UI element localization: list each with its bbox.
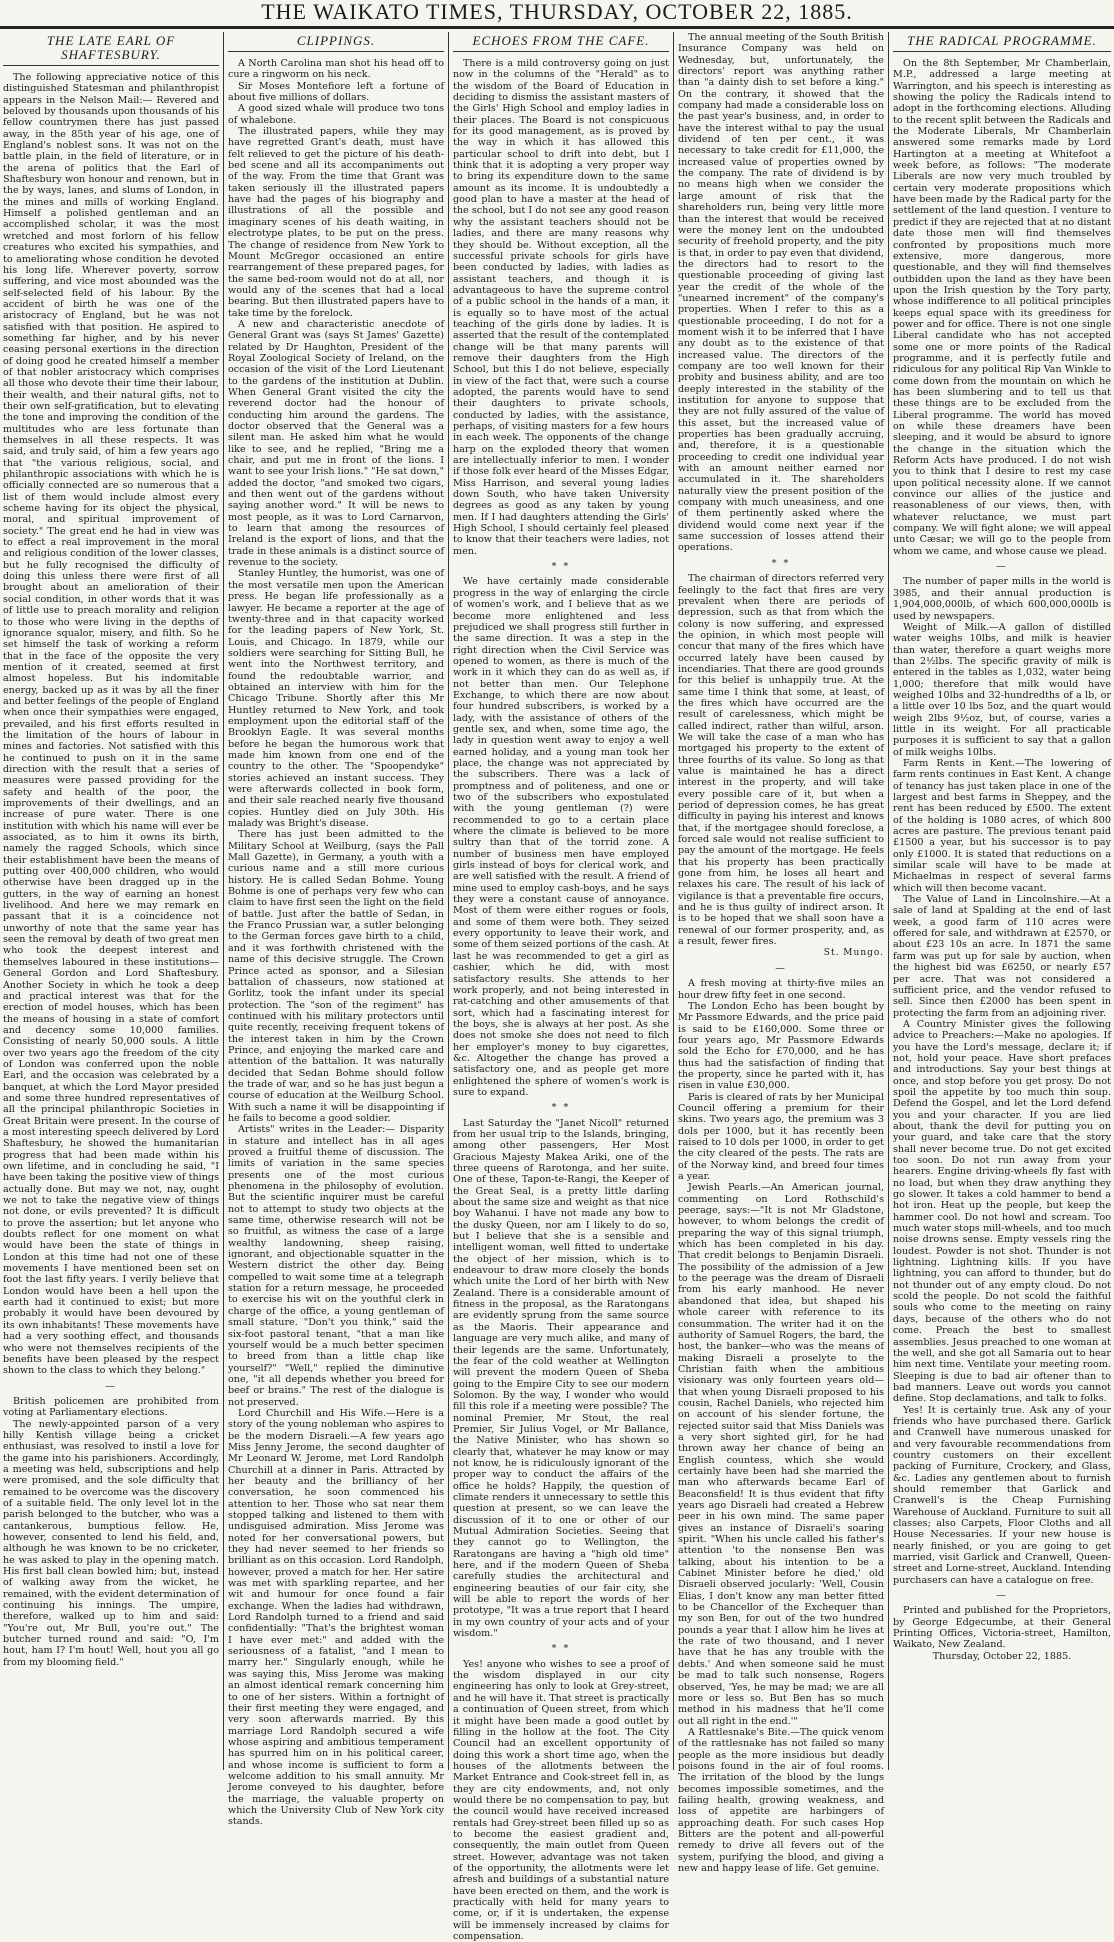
imprint: Printed and published for the Proprietors, by George Edgecumbe, at their General Printing Offices, Victoria-street, Hamilton, Waikato, New Zealand. — [893, 1605, 1111, 1651]
column-4 — [675, 32, 887, 1874]
column-divider — [673, 32, 674, 1770]
article-paragraph: The London Echo has been bought by Mr Passmore Edwards, and the price paid is said to be £160,000. Some three or four years ago, Mr Passmore Edwards sold the Echo for £70,000, and he has thus had the satisfaction of finding that the property, since he parted with it, has risen in value £30,000. — [678, 1000, 884, 1092]
separator: — — [996, 561, 1008, 573]
article-paragraph: We have certainly made considerable progress in the way of enlarging the circle of women's work, and I believe that as we become more enlightened and less prejudiced we shall progress still further in the same direction. It was a step in the right direction when the Civil Service was opened to women, as there is much of the work in it which they can do as well as, if not better than men. Our Telephone Exchange, to which there are now about four hundred subscribers, is worked by a lady, with the assistance of others of the gentle sex, and when, some time ago, the lady in question went away to enjoy a well earned holiday, and a young man took her place, the change was not appreciated by the subscribers. There was a lack of promptness and of politeness, and one or two of the subscribers who expostulated with the young gentleman (?) were recommended to go to a certain place where the climate is believed to be more sultry than that of the torrid zone. A number of business men have employed girls instead of boys for clerical work, and are well satisfied with the result. A friend of mine used to employ cash-boys, and he says they were a constant cause of annoyance. Most of them were either rogues or fools, and some of them were both. They seized every opportunity to leave their work, and some of them seized portions of the cash. At last he was recommended to get a girl as cashier, which he did, with most satisfactory results. She attends to her work properly, and not being interested in rat-catching and other amusements of that sort, which had a fascinating interest for the boys, she is always at her post. As she does not smoke she does not need to filch her employer's money to buy cigarettes, &c. Altogether the change has proved a satisfactory one, and as people get more enlightened the sphere of women's work is sure to expand. — [453, 576, 669, 1098]
article-paragraph: The number of paper mills in the world is 3985, and their annual production is 1,904,000,000lb, of which 600,000,000lb is used by newspapers. — [893, 576, 1111, 622]
article-paragraph: Stanley Huntley, the humorist, was one of the most versatile men upon the American press. He began life professionally as a lawyer. He became a reporter at the age of twenty-three and in that capacity worked for the leading papers of New York, St. Louis, and Chicago. In 1879, while our soldiers were searching for Sitting Bull, he went into the Northwest territory, and found the redoubtable warrior, and obtained an interview with him for the Chicago Tribune. Shortly after this Mr Huntley returned to New York, and took employment upon the editorial staff of the Brooklyn Eagle. It was several months before he began the humorous work that made him known from one end of the country to the other. The "Spoopendyke" stories achieved an instant success. They were afterwards collected in book form, and their sale reached nearly five thousand copies. Huntley died on July 30th. His malady was Bright's disease. — [228, 568, 444, 830]
separator: * * — [551, 561, 571, 573]
column-3 — [450, 32, 672, 1942]
column-divider — [448, 32, 449, 1770]
article-header-echoes: ECHOES FROM THE CAFE. — [453, 34, 669, 52]
article-paragraph: Last Saturday the "Janet Nicoll" returned from her usual trip to the Islands, bringing, among other passengers, Her Most Gracious Majesty Makea Ariki, one of the three queens of Rarotonga, and her suite. One of these, Tapon-te-Rangi, the Keeper of the Great Seal, is a pretty little darling about the same size and weight as that nice boy Wahanui. I have not made any bow to the dusky Queen, nor am I likely to do so, but I believe that she is a sensible and intelligent woman, well fitted to undertake the object of her mission, which is to endeavour to draw more closely the bonds which unite the Lord of her birth with New Zealand. There is a considerable amount of fitness in the proposal, as the Raratongans are evidently sprung from the same source as the Maoris. Their appearance and language are very much alike, and many of their legends are the same. Unfortunately, the fear of the cold weather at Wellington will prevent the modern Queen of Sheba going to the Empire City to see our modern Solomon. By the way, I wonder who would fill this role if a meeting were possible? The nominal Premier, Mr Stout, the real Premier, Sir Julius Vogel, or Mr Ballance, the Native Minister, who has shown so clearly that, whatever he may know or may not know, he is ridiculously ignorant of the proper way to conduct the affairs of the office he holds? Happily, the question of climate renders it unnecessary to settle this question at present, so we can leave the discussion of it to one or other of our Mutual Admiration Societies. Seeing that they cannot go to Wellington, the Raratongans are having a "high old time" here, and if the modern Queen of Sheba carefully studies the architectural and engineering beauties of our fair city, she will be able to report the words of her prototype, "It was a true report that I heard in my own country of your acts and of your wisdom." — [453, 1117, 669, 1640]
article-paragraph: On the 8th September, Mr Chamberlain, M.P., addressed a large meeting at Warrington, and his speech is interesting as showing the policy the Radicals intend to adopt in the forthcoming elections. Alluding to the recent split between the Radicals and the Moderate Liberals, Mr Chamberlain answered some remarks made by Lord Hartington at a meeting at Whitefoot a week before, as follows: "The moderate Liberals are now very much troubled by certain very moderate propositions which have been made by the Radical party for the settlement of the land question. I venture to predict if they are rejected that at no distant date those men will find themselves confronted by propositions much more extensive, more dangerous, more questionable, and they will find themselves outbidden upon the land as they have been upon the Irish question by the Tory party, whose indifference to all political principles keeps equal space with its greediness for power and for office. There is not one single Liberal candidate who has not accepted some one or more points of the Radical programme, and it is perfectly futile and ridiculous for any political Rip Van Winkle to come down from the mountain on which he has been slumbering and to tell us that these things are to be excluded from the Liberal programme. The world has moved on while these dreamers have been sleeping, and it would be absurd to ignore the change in the situation which the Reform Acts have produced. I do not wish you to think that I desire to rest my case upon political necessity alone. If we cannot convince our allies of the justice and reasonableness of our views, then, with whatever reluctance, we must part company. We will fight alone; we will appeal unto Cæsar; we will go to the people from whom we came, and whose cause we plead. — [893, 58, 1111, 557]
article-paragraph: Yes! anyone who wishes to see a proof of the wisdom displayed in our city engineering has only to look at Grey-street, and he will have it. That street is practically a continuation of Queen street, from which it might have been made a good outlet by filling in the hollow at the foot. The City Council had an excellent opportunity of doing this work a short time ago, when the houses of the allotments between the Market Entrance and Cook-street fell in, as they are city endowments, and, not only would there be no compensation to pay, but the council would have received increased rentals had Grey-street been filled up so as to become the easiest gradient and, consequently, the main outlet from Queen street. However, advantage was not taken of the opportunity, the allotments were let afresh and buildings of a substantial nature have been erected on them, and the work is practically with held for many years to come, or, if it is undertaken, the expense will be immensely increased by claims for compensation. — [453, 1658, 669, 1942]
article-paragraph: A Country Minister gives the following advice to Preachers:—Make no apologies. If you have the Lord's message, declare it; if not, hold your peace. Have short prefaces and introductions. Say your best things at once, and stop before you get prosy. Do not spoil the appetite by too much thin soup. Defend the Gospel, and let the Lord defend you and your character. If you are lied about, thank the devil for putting you on your guard, and take care that the story shall never become true. Do not get excited too soon. Do not run away from your hearers. Engine driving-wheels fly fast with no load, but when they draw anything they go slower. It takes a cold hammer to bend a hot iron. Heat up the people, but keep the hammer cool. Do not howl and scream. Too much water stops mill-wheels, and too much noise drowns sense. Empty vessels ring the loudest. Powder is not shot. Thunder is not lightning. Lightning kills. If you have lightning, you can afford to thunder, but do not thunder out of any empty cloud. Do not scold the people. Do not scold the faithful souls who come to the meeting on rainy days, because of the others who do not come. Preach the best to smallest assemblies. Jesus preached to one woman at the well, and she got all Samaria out to hear him next time. Ventilate your meeting room. Sleeping is due to bad air oftener than to bad manners. Leave out words you cannot define. Stop declamations, and talk to folks. — [893, 1018, 1111, 1405]
author-signature: St. Mungo. — [823, 947, 884, 958]
article-paragraph: A Rattlesnake's Bite.—The quick venom of the rattlesnake has not failed so many people as the more insidious but deadly poisons found in the air of foul rooms. The irritation of the blood by the lungs becomes impossible sometimes, and the failing health, growing weakness, and loss of appetite are harbingers of approaching death. For such cases Hop Bitters are the potent and all-powerful remedy to drive all fevers out of the system, purifying the blood, and giving a new and happy lease of life. Get genuine. — [678, 1726, 884, 1874]
imprint-date: Thursday, October 22, 1885. — [932, 1650, 1072, 1662]
article-paragraph: Paris is cleared of rats by her Municipal Council offering a premium for their skins. Two years ago, the premium was 3 dols per 1000, but it has recently been raised to 10 dols per 1000, in order to get the city cleared of the pests. The rats are of the Norway kind, and breed four times a year. — [678, 1091, 884, 1183]
masthead-rule — [0, 28, 1114, 29]
article-paragraph: Yes! It is certainly true. Ask any of your friends who have purchased there. Garlick and Cranwell have numerous unasked for and very favourable recommendations from country customers on their excellent packing of Furniture, Crockery, and Glass, &c. Ladies any gentlemen about to furnish should remember that Garlick and Cranwell's is the Cheap Furnishing Warehouse of Auckland. Furniture to suit all classes; also Carpets, Floor Cloths and all House Necessaries. If your new house is nearly finished, or you are going to get married, visit Garlick and Cranwell, Queen-street and Lorne-street, Auckland. Intending purchasers can have a catalogue on free. — [893, 1404, 1111, 1586]
column-divider — [223, 32, 224, 1770]
masthead: THE WAIKATO TIMES, THURSDAY, OCTOBER 22, 1885. — [0, 0, 1114, 28]
article-paragraph: The annual meeting of the South British Insurance Company was held on Wednesday, but, unfortunately, the directors' report was anything rather than "a dainty dish to set before a king." On the contrary, it showed that the company had made a considerable loss on the past year's business, and, in order to have the interest withal to pay the usual dividend of ten per cent., it was necessary to take credit for £11,000, the increased value of properties owned by the company. The rate of dividend is by no means high when we consider the large amount of risk that the shareholders run, being very little more than the interest that would be received were the money lent on the undoubted security of freehold property, and the pity is that, in order to pay even that dividend, the directors had to resort to the questionable proceeding of giving last year the credit of the whole of the "unearned increment" of the company's properties. When I refer to this as a questionable proceeding, I do not for a moment wish it to be inferred that I have any doubt as to the existence of that increased value. The directors of the company are too well known for their probity and business ability, and are too deeply interested in the stability of the institution for anyone to suppose that they are not fully assured of the value of this asset, but the increased value of properties has been gradually accruing, and, therefore, it is a questionable proceeding to credit one individual year with an amount neither earned nor accumulated in it. The shareholders naturally view the present position of the company with much uneasiness, and one of them pertinently asked where the dividend would come next year if the same succession of losses attend their operations. — [678, 32, 884, 554]
column-divider — [888, 32, 889, 1770]
separator: * * — [551, 1643, 571, 1655]
article-paragraph: The following appreciative notice of this distinguished Statesman and philanthropist appears in the Nelson Mail:— Revered and beloved by thousands upon thousands of his fellow countrymen there has just passed away, in the 85th year of his age, one of England's noblest sons. It was not on the battle plain, in the field of literature, or in the arena of politics that the Earl of Shaftesbury won honour and renown, but in the by ways, lanes, and slums of London, in the mines and mills of working England. Himself a polished gentleman and an accomplished scholar, it was the most wretched and most forlorn of his fellow creatures who excited his sympathies, and to ameliorating whose condition he devoted his long life. Wherever poverty, sorrow suffering, and vice most abounded was the self-selected field of his labour. By the accident of birth he was one of the aristocracy of England, but he was not satisfied with that position. He aspired to something far higher, and by his never ceasing personal exertions in the direction of doing good he created himself a member of that nobler aristocracy which comprises all those who devote their time their labour, their wealth, and their natural gifts, not to their own self-gratification, but to elevating the tone and improving the condition of the multitudes who are less fortunate than themselves in all these respects. It was said, and truly said, of him a few years ago that "the various religious, social, and philanthropic associations with which he is officially connected are so numerous that a list of them would include almost every scheme having for its object the physical, moral, and spiritual improvement of society." The great end he had in view was to effect a real improvement in the moral and religious condition of the lower classes, but he fully recognised the difficulty of doing this unless there were first of all brought about an amelioration of their social condition, in other words that it was of little use to preach morality and religion to those who were living in the depths of ignorance squalor, misery, and filth. So he set himself the task of working a reform that in the face of the opposite the very mention of it created, seemed at first almost hopeless. But his indomitable energy, backed up as it was by all the finer and better feelings of the people of England when once their sympathies were engaged, prevailed, and his first efforts resulted in the limitation of the hours of labour in mines and factories. Not satisfied with this he continued to push on it in the same direction with the result that a series of measures were passed providing for the safety and health of the poor, the improvements of their dwellings, and an increase of pure water. There is one institution with which his name will ever be associated, as to him it owns its birth, namely the ragged Schools, which since their establishment have been the means of putting over 400,000 children, who would otherwise have been dragged up in the gutters, in the way of earning an honest livelihood. And here we may remark en passant that it is a coincidence not unworthy of note that the same year has seen the removal by death of two great men who took the deepest interest and themselves laboured in these institutions—General Gordon and Lord Shaftesbury. Another Society in which he took a deep and practical interest was that for the erection of model houses, which has been the means of housing in a state of comfort and decency some 10,000 families. Consisting of nearly 50,000 souls. A little over two years ago the freedom of the city of London was conferred upon the noble Earl, and the occasion was celebrated by a banquet, at which the Lord Mayor presided and some three hundred representatives of all the principal philanthropic Societies in Great Britain were present. In the course of a most interesting speech delivered by Lord Shaftesbury, he showed the humanitarian progress that had been made within his own lifetime, and in concluding he said, "I have been taking the positive view of things actually done. But may we not, nay, ought we not to take the negative view of things not done, or evils prevented? It is difficult to prove the assertion; but let anyone who doubts reflect for one moment on what would have been the state of things in London at this time had not one of these movements I have mentioned been set on foot the last fifty years. I verily believe that London would have been a hell upon the earth had it continued to exist; but more probably it would have been devoured by its own inhabitants! These movements have had a very soothing effect, and thousands who were not themselves recipients of the benefits have been pleased by the respect shown to the class to which they belong." — [3, 72, 219, 1377]
article-paragraph: A new and characteristic anecdote of General Grant was (says St James' Gazette) related by Dr Haughton, President of the Royal Zoological Society of Ireland, on the occasion of the visit of the Lord Lieutenant to the gardens of the institution at Dublin. When General Grant visited the city the reverend doctor had the honour of conducting him around the gardens. The doctor observed that the General was a silent man. He asked him what he would like to see, and he replied, "Bring me a chair, and put me in front of the lions. I want to see your Irish lions." "He sat down," added the doctor, "and smoked two cigars, and then went out of the gardens without saying another word." It will be news to most people, as it was to Lord Carnarvon, to learn that among the resources of Ireland is the export of lions, and that the trade in these animals is a distinct source of revenue to the society. — [228, 318, 444, 569]
article-paragraph: Sir Moses Montefiore left a fortune of about five millions of dollars. — [228, 80, 444, 104]
separator: * * — [551, 1102, 571, 1114]
article-header-clippings: CLIPPINGS. — [228, 34, 444, 52]
article-paragraph: The illustrated papers, while they may have regretted Grant's death, must have felt relieved to get the picture of his death-bed scene and all its accompaniments out of the way. From the time that Grant was taken seriously ill the illustrated papers have had the pages of his biography and illustrations of all the possible and imaginary scenes of his death waiting, in electrotype plates, to be put on the press. The change of residence from New York to Mount McGregor occasioned an entire rearrangement of these prepared pages, for the same bed-room would not do at all, nor would any of the scenes that had a local bearing. But then illustrated papers have to take time by the forelock. — [228, 126, 444, 319]
separator: * * — [771, 557, 791, 569]
article-paragraph: Artists" writes in the Leader:— Disparity in stature and intellect has in all ages proved a fruitful theme of discussion. The limits of variation in the same species presents one of the most curious phenomena in the philosophy of evolution. But the scientific inquirer must be careful not to attempt to study two objects at the same time, otherwise research will not be so fruitful, as witness the case of a large wealthy landowning, sheep raising, ignorant, and objectionable squatter in the Western district the other day. Being compelled to wait some time at a telegraph station for a return message, he proceeded to exercise his wit on the youthful clerk in charge of the office, a young gentleman of small stature. "Don't you think," said the six-foot pastoral tenant, "that a man like yourself would be a much better specimen to breed from than a little chap like yourself?" "Well," replied the diminutive one, "it all depends whether you breed for beef or brains." The rest of the dialogue is not preserved. — [228, 1124, 444, 1408]
article-header-shaftesbury: THE LATE EARL OF SHAFTESBURY. — [3, 34, 219, 66]
article-header-radical: THE RADICAL PROGRAMME. — [893, 34, 1111, 52]
article-paragraph: The newly-appointed parson of a very hilly Kentish village being a cricket enthusiast, was resolved to instil a love for the game into his parishioners. Accordingly, a meeting was held, subscriptions and help were promised, and the sole difficulty that remained to be overcome was the discovery of a suitable field. The only level lot in the parish belonged to the butcher, who was a cantankerous, bumptious fellow. He, however, consented to lend his field, and, although he was known to be no cricketer, he was asked to play in the opening match. His first ball clean bowled him; but, instead of walking away from the wicket, he remained, with the evident determination of continuing his innings. The umpire, therefore, walked up to him and said: "You're out, Mr Bull, you're out." The butcher turned round and said: "O, I'm hout, ham I? I'm hout! Well, hout you all go from my blooming field." — [3, 1418, 219, 1668]
article-paragraph: A fresh moving at thirty-five miles an hour drew fifty feet in one second. — [678, 978, 884, 1001]
column-2 — [225, 32, 447, 1828]
article-paragraph: Jewish Pearls.—An American journal, commenting on Lord Rothschild's peerage, says:—"It is not Mr Gladstone, however, to whom belongs the credit of preparing the way of this signal triumph, which has been completed in his day. That credit belongs to Benjamin Disraeli. The possibility of the admission of a Jew to the peerage was the dream of Disraeli from his early manhood. He never abandoned that idea, but shaped his whole career with reference to its consummation. The writer had it on the authority of Samuel Rogers, the bard, the host, the banker—who was the means of making Disraeli a proselyte to the Christian faith when the ambitious visionary was only fourteen years old—that when young Disraeli proposed to his cousin, Rachel Daniels, who rejected him on account of his slender fortune, the rejected suitor said that Miss Daniels was a very short sighted girl, for he had thrown away her chance of being an English countess, which she would certainly have been had she married the man who afterwards became Earl of Beaconsfield! It is thus evident that fifty years ago Disraeli had created a Hebrew peer in his own mind. The same paper gives an instance of Disraeli's soaring spirit. "When his uncle called his father's attention 'to the nonsense Ben was talking, about his intention to be a Cabinet Minister before he died,' old Disraeli observed jocularly: 'Well, Cousin Elias, I don't know any man better fitted to be Chancellor of the Exchequer than my son Ben, for out of the two hundred pounds a year that I allow him he lives at the rate of two thousand, and I never have that he has any trouble with the debts.' And when someone said he must be mad to talk such nonsense, Rogers observed, 'Yes, he may be mad; we are all more or less so. But Ben has so much method in his madness that he'll come out all right in the end.'" — [678, 1182, 884, 1727]
article-paragraph: Farm Rents in Kent.—The lowering of farm rents continues in East Kent. A change of tenancy has just taken place in one of the largest and best farms in Sheppey, and the rent has been reduced by £500. The extent of the holding is 1080 acres, of which 800 acres are pasture. The previous tenant paid £1500 a year, but his successor is to pay only £1000. It is stated that reductions on a similar scale will have to be made at Michaelmas in respect of several farms which will then become vacant. — [893, 757, 1111, 894]
article-paragraph: A good sized whale will produce two tons of whalebone. — [228, 103, 444, 126]
article-paragraph: There has just been admitted to the Military School at Weilburg, (says the Pall Mall Gazette), in Germany, a youth with a curious name and a still more curious history. He is called Sedan Bohme. Young Bohme is one of perhaps very few who can claim to have first seen the light on the field of battle. Just after the battle of Sedan, in the Franco Prussian war, a sutler belonging to the German forces gave birth to a child, and it was forthwith christened with the name of this decisive struggle. The Crown Prince acted as sponsor, and a Silesian battalion of chasseurs, now stationed at Gorlitz, took the infant under its special protection. The "son of the regiment" has continued with his military protectors until quite recently, receiving frequent tokens of the interest taken in him by the Crown Prince, and enjoying the marked care and attention of the battalion. It was naturally decided that Sedan Bohme should follow the trade of war, and so he has just begun a course of education at the Weilburg School. With such a name it will be disappointing if he fails to become a good soldier. — [228, 829, 444, 1124]
separator: — — [775, 962, 787, 974]
article-paragraph: The chairman of directors referred very feelingly to the fact that fires are very prevalent when there are periods of depression, such as that from which the colony is now suffering, and expressed the opinion, in which most people will concur that many of the fires which have occurred lately have been caused by incendiaries. That there are good grounds for this belief is unhappily true. At the same time I think that some, at least, of the fires which have occurred are the result of carelessness, which might be called indirect, rather than wilful, arson. We will take the case of a man who has mortgaged his property to the extent of three fourths of its value. So long as that value is maintained he has a direct interest in the property, and will take every possible care of it, but when a period of depression comes, he has great difficulty in paying his interest and knows that, if the mortgagee should foreclose, a forced sale would not realise sufficient to pay the amount of the mortgage. He feels that his property has been practically gone from him, he loses all heart and relaxes his care. The result of his lack of vigilance is that a preventable fire occurs, and he is thus guilty of indirect arson. It is to be hoped that we shall soon have a renewal of our former prosperity, and, as a result, fewer fires. — [678, 573, 884, 948]
column-5 — [890, 32, 1114, 1770]
article-paragraph: Lord Churchill and His Wife.—Here is a story of the young nobleman who aspires to be the modern Disraeli.—A few years ago Miss Jenny Jerome, the second daughter of Mr Leonard W. Jerome, met Lord Randolph Churchill at a dinner in Paris. Attracted by her beauty and the brilliancy of her conversation, he soon commenced his attention to her. Those who sat near them stopped talking and listened to them with undisguised admiration. Miss Jerome was noted for her conversational powers, but they had never seemed to her friends so brilliant as on this occasion. Lord Randolph, however, proved a match for her. Her satire was met with sparkling repartee, and her wit and humour for once found a fair exchange. When the ladies had withdrawn, Lord Randolph turned to a friend and said confidentially: "That's the brightest woman I have ever met:" and added with the seriousness of a fatalist, "and I mean to marry her." Singularly enough, while he was saying this, Miss Jerome was making an almost identical remark concerning him to one of her sisters. Within a fortnight of their first meeting they were engaged, and very soon afterwards married. By this marriage Lord Randolph secured a wife whose aspiring and ambitious temperament has spurred him on in his political career, and whose income is sufficient to form a welcome addition to his small annuity. Mr Jerome conveyed to his daughter, before the marriage, the valuable property on which the University Club of New York city stands. — [228, 1407, 444, 1828]
article-paragraph: The Value of Land in Lincolnshire.—At a sale of land at Spalding at the end of last week, a good farm of 110 acres were offered for sale, and withdrawn at £2570, or about £23 10s an acre. In 1871 the same farm was put up for sale by auction, when the highest bid was £6250, or nearly £57 per acre. That was not considered a sufficient price, and the vendor refused to sell. Since then £2000 has been spent in protecting the farm from an adjoining river. — [893, 894, 1111, 1019]
column-1 — [0, 32, 222, 1770]
article-paragraph: There is a mild controversy going on just now in the columns of the "Herald" as to the wisdom of the Board of Education in deciding to dismiss the assistant masters of the Girls' High School and employ ladies in their places. The Board is not conspicuous for its good management, as is proved by the way in which it has allowed this particular school to drift into debt, but I think that it is adopting a very proper way to bring its expenditure down to the same amount as its income. It is undoubtedly a good plan to have a master at the head of the school, but I do not see any good reason why the assistant teachers should not be ladies, and there are many reasons why they should be. Without exception, all the successful private schools for girls have been conducted by ladies, with ladies as assistant teachers, and though it is advantageous to have the supreme control of a public school in the hands of a man, it is equally so to have most of the actual teaching of the girls done by ladies. It is asserted that the result of the contemplated change will be that many parents will remove their daughters from the High School, but this I do not believe, especially in view of the fact that, were such a course adopted, the parents would have to send their daughters to private schools, conducted by ladies, with the assistance, perhaps, of visiting masters for a few hours in each week. The opponents of the change harp on the exploded theory that women are intellectually inferior to men. I wonder if those folk ever heard of the Misses Edgar, Miss Harrison, and several young ladies down South, who have taken University degrees as good as any taken by young men. If I had daughters attending the Girls' High School, I should certainly feel pleased to know that their teachers were ladies, not men. — [453, 58, 669, 557]
separator: — — [105, 1380, 117, 1392]
article-paragraph: British policemen are prohibited from voting at Parliamentary elections. — [3, 1395, 219, 1419]
article-paragraph: Weight of Milk.—A gallon of distilled water weighs 10lbs, and milk is heavier than water, therefore a quart weighs more than 2½lbs. The specific gravity of milk is entered in the tables as 1,032, water being 1,000; therefore that milk would have weighed 10lbs and 32-hundredths of a lb, or a little over 10 lbs 5oz, and the quart would weigh 2lbs 9½oz, but, of course, varies a little in its weight. For all practicable purposes it is sufficient to say that a gallon of milk weighs 10lbs. — [893, 621, 1111, 758]
article-paragraph: A North Carolina man shot his head off to cure a ringworm on his neck. — [228, 58, 444, 81]
separator: — — [996, 1590, 1008, 1602]
